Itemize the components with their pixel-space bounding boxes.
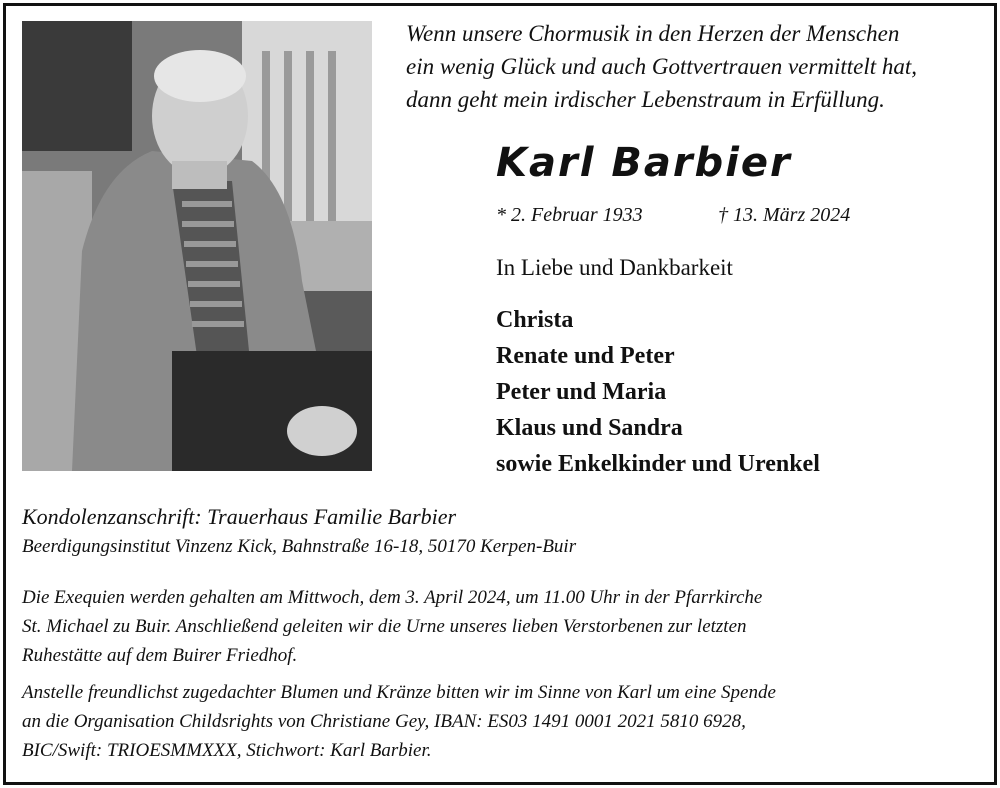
mourner-name: sowie Enkelkinder und Urenkel	[496, 451, 820, 477]
mourners-list	[496, 302, 820, 482]
donation-line: an die Organisation Childsrights von Christiane Gey, IBAN: ES03 1491 0001 2021 5810 6928,	[22, 711, 746, 732]
service-line: Ruhestätte auf dem Buirer Friedhof.	[22, 645, 298, 666]
donation-line: Anstelle freundlichst zugedachter Blumen und Kränze bitten wir im Sinne von Karl um eine Spende	[22, 682, 776, 703]
deceased-name: Karl Barbier	[496, 140, 792, 186]
death-date: † 13. März 2024	[718, 204, 851, 226]
mourner-name: Klaus und Sandra	[496, 415, 683, 441]
memorial-quote	[406, 17, 976, 116]
service-line: St. Michael zu Buir. Anschließend geleiten wir die Urne unseres lieben Verstorbenen zur letzten	[22, 616, 747, 637]
portrait-photo	[22, 21, 372, 471]
condolence-line: Beerdigungsinstitut Vinzenz Kick, Bahnstraße 16-18, 50170 Kerpen-Buir	[22, 536, 577, 557]
condolence-line: Kondolenzanschrift: Trauerhaus Familie Barbier	[22, 504, 457, 529]
quote-line: dann geht mein irdischer Lebenstraum in Erfüllung.	[406, 87, 885, 112]
quote-line: Wenn unsere Chormusik in den Herzen der Menschen	[406, 21, 900, 46]
service-info	[22, 583, 972, 670]
mourner-name: Peter und Maria	[496, 379, 667, 405]
service-line: Die Exequien werden gehalten am Mittwoch, dem 3. April 2024, um 11.00 Uhr in der Pfarrkirche	[22, 587, 763, 608]
life-dates	[496, 204, 851, 227]
mourner-name: Renate und Peter	[496, 343, 675, 369]
quote-line: ein wenig Glück und auch Gottvertrauen vermittelt hat,	[406, 54, 917, 79]
birth-date: * 2. Februar 1933	[496, 204, 643, 226]
portrait-illustration	[22, 21, 372, 471]
condolence-address	[22, 503, 576, 563]
donation-line: BIC/Swift: TRIOESMMXXX, Stichwort: Karl Barbier.	[22, 740, 432, 761]
donation-info	[22, 678, 972, 765]
dedication-text: In Liebe und Dankbarkeit	[496, 255, 733, 280]
mourner-name: Christa	[496, 307, 574, 333]
